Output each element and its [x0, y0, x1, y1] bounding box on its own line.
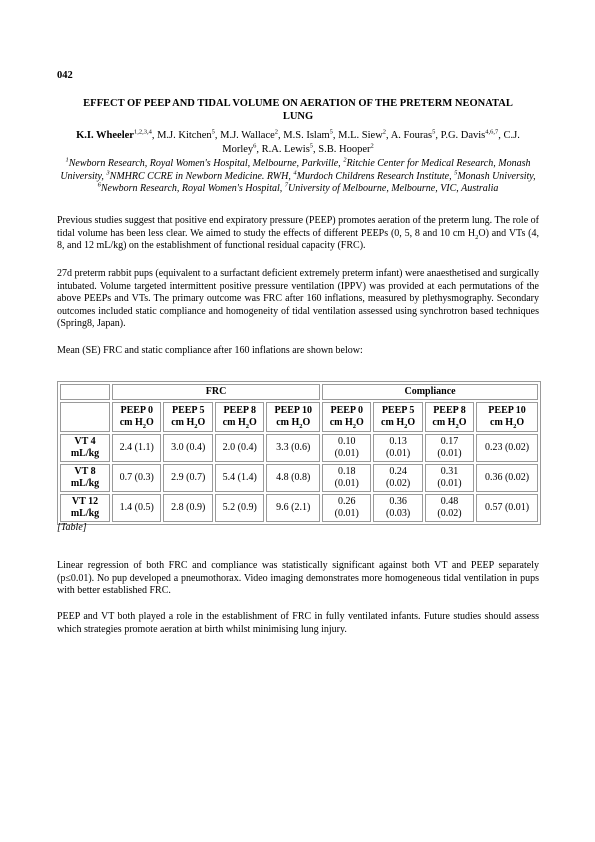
author-sup: 5: [432, 128, 436, 136]
cell-text: (0.01): [334, 478, 359, 489]
cell-text: 0.18: [337, 466, 356, 477]
column-header: [215, 402, 264, 432]
table-cell-frc: 2.0 (0.4): [215, 434, 264, 462]
table-cell-frc: 3.3 (0.6): [266, 434, 320, 462]
table-cell-frc: 5.4 (1.4): [215, 464, 264, 492]
affil-sup: 4: [293, 169, 297, 177]
row-header-unit: mL/kg: [70, 448, 100, 459]
intro-paragraph: [57, 215, 539, 253]
author: , R.A. Lewis: [256, 143, 310, 155]
author: , M.S. Islam: [278, 130, 330, 141]
table-cell-compliance: [373, 494, 422, 522]
column-header-unit-tail: O: [516, 417, 525, 428]
table-row: [60, 464, 538, 492]
table-row: [60, 434, 538, 462]
cell-text: 0.57 (0.01): [484, 502, 530, 513]
affiliation: NMHRC CCRE in Newborn Medicine. RWH,: [109, 170, 294, 182]
cell-text: (0.01): [437, 448, 462, 459]
affil-sup: 5: [454, 169, 458, 177]
table-cell-compliance: [425, 494, 474, 522]
table-cell-compliance: [373, 434, 422, 462]
table-cell-compliance: [322, 464, 371, 492]
column-header-unit: cm H: [490, 417, 514, 428]
results-table: [57, 381, 541, 525]
results-paragraph: Linear regression of both FRC and compliance was statistically significant against both VT and PEEP separately (p≤0.01). No pup developed a pneumothorax. Video imaging demonstrates more homogeneous tidal ventilation in pups with better established FRC.: [57, 560, 539, 596]
row-header-main: VT 4: [74, 436, 96, 447]
table-cell-frc: 4.8 (0.8): [266, 464, 320, 492]
column-header-main: PEEP 8: [433, 405, 466, 416]
author-sup: 6: [253, 142, 257, 149]
cell-text: 0.36 (0.02): [484, 472, 530, 483]
group-header-frc: FRC: [112, 384, 320, 400]
author-first: K.I. Wheeler: [76, 130, 134, 141]
column-header-main: PEEP 5: [171, 405, 205, 416]
cell-text: (0.01): [437, 478, 462, 489]
column-header-unit-tail: O: [458, 417, 467, 428]
row-header: [60, 464, 110, 492]
cell-text: (0.01): [386, 448, 411, 459]
table-intro-paragraph: Mean (SE) FRC and static compliance after 160 inflations are shown below:: [57, 345, 363, 356]
author-sup: 5: [329, 128, 333, 136]
table-cell-compliance: [476, 434, 538, 462]
column-header-main: PEEP 5: [381, 405, 415, 416]
author-list: [57, 129, 539, 156]
author: , M.J. Kitchen: [151, 130, 212, 141]
table-cell-compliance: [476, 494, 538, 522]
column-header-unit-tail: O: [302, 417, 311, 428]
subscript: 2: [404, 423, 408, 430]
title-line-1: EFFECT OF PEEP AND TIDAL VOLUME ON AERATION OF THE PRETERM NEONATAL: [83, 98, 513, 109]
table-cell-frc: 2.8 (0.9): [163, 494, 212, 522]
cell-text: 0.31: [440, 466, 459, 477]
affiliation-list: [57, 158, 539, 196]
affil-sup: 3: [106, 169, 110, 177]
affiliation: Murdoch Childrens Research Institute,: [296, 170, 455, 182]
author-sup: 1,2,3,4: [133, 128, 152, 136]
column-header-unit-tail: O: [248, 417, 257, 428]
table-cell-compliance: [322, 494, 371, 522]
conclusion-paragraph: PEEP and VT both played a role in the establishment of FRC in fully ventilated infants. Future studies should assess which strategies promote aeration at birth whilst minimising lung injury.: [57, 611, 539, 635]
subscript: 2: [352, 423, 356, 430]
column-header-unit-tail: O: [197, 417, 206, 428]
column-header-main: PEEP 10: [488, 405, 526, 416]
table-cell-compliance: [322, 434, 371, 462]
subscript: 2: [455, 423, 459, 430]
affiliation: Newborn Research, Royal Women's Hospital, Melbourne, Parkville,: [68, 158, 344, 169]
cell-text: 0.17: [440, 436, 459, 447]
affiliation: Monash University,: [457, 170, 536, 182]
abstract-number: 042: [57, 70, 73, 81]
cell-text: 0.26: [337, 496, 356, 507]
column-header-unit: cm H: [222, 417, 246, 428]
cell-text: 0.23 (0.02): [484, 442, 530, 453]
author-sup: 2: [370, 142, 374, 149]
author-sup: 4,6,7: [485, 128, 499, 136]
author-sup: 2: [274, 128, 279, 136]
subscript: 2: [194, 423, 198, 430]
row-header-unit: mL/kg: [70, 478, 100, 489]
table-cell-compliance: [373, 464, 422, 492]
subscript: 2: [142, 423, 146, 430]
table-cell-frc: 5.2 (0.9): [215, 494, 264, 522]
group-header-compliance: Compliance: [322, 384, 538, 400]
intro-text: Previous studies suggest that positive end expiratory pressure (PEEP) promotes aeration of the preterm lung. The role of tidal volume has been less clear. We aimed to study the effects of different PEEPs (0, 5, 8 and 10 cm H: [57, 215, 539, 239]
column-header-unit: cm H: [329, 417, 353, 428]
author: , A. Fouras: [386, 130, 433, 141]
subscript: 2: [299, 423, 303, 430]
cell-text: 0.36: [389, 496, 407, 507]
column-header-unit: cm H: [276, 417, 300, 428]
column-header-main: PEEP 10: [274, 405, 312, 416]
table-cell-frc: 9.6 (2.1): [266, 494, 320, 522]
author: , M.J. Wallace: [214, 130, 275, 141]
row-header: [60, 434, 110, 462]
column-header: [112, 402, 161, 432]
cell-text: 0.48: [440, 496, 459, 507]
column-header: [425, 402, 474, 432]
intro-text-tail: O) and VTs (4, 8, and 12 mL/kg) on the establishment of functional residual capacity (FRC).: [57, 227, 539, 251]
column-header-unit-tail: O: [407, 417, 416, 428]
author: , C.J. Morley: [222, 130, 520, 155]
table-caption: [Table]: [57, 522, 87, 533]
affil-sup: 6: [97, 181, 101, 189]
column-header: [163, 402, 212, 432]
cell-text: 0.24: [389, 466, 407, 477]
table-cell-compliance: [425, 464, 474, 492]
column-header-main: PEEP 8: [223, 405, 256, 416]
affiliation: Newborn Research, Royal Women's Hospital,: [100, 183, 285, 194]
affil-sup: 7: [284, 181, 289, 189]
cell-text: (0.03): [386, 508, 411, 519]
row-header-main: VT 12: [71, 496, 99, 507]
row-header-unit: mL/kg: [70, 508, 100, 519]
table-cell-frc: 1.4 (0.5): [112, 494, 161, 522]
table-corner: [60, 384, 110, 400]
cell-text: (0.02): [437, 508, 462, 519]
cell-text: 0.10: [337, 436, 356, 447]
column-header: [476, 402, 538, 432]
author: , M.L. Siew: [332, 130, 383, 141]
table-cell-compliance: [425, 434, 474, 462]
column-header-main: PEEP 0: [120, 405, 153, 416]
column-header-unit: cm H: [119, 417, 143, 428]
table-row: [60, 494, 538, 522]
column-header-unit: cm H: [381, 417, 405, 428]
table-corner-2: [60, 402, 110, 432]
table-cell-compliance: [476, 464, 538, 492]
cell-text: (0.01): [334, 508, 359, 519]
column-header-unit: cm H: [432, 417, 456, 428]
methods-paragraph: 27d preterm rabbit pups (equivalent to a surfactant deficient extremely preterm infant) were anaesthetised and surgically intubated. Volume targeted intermittent positive pressure ventilation (IPPV) was provided at each permutations of the above PEEPs and VTs. The primary outcome was FRC after 160 inflations, measured by plethysmography. Secondary outcomes included static compliance and homogeneity of tidal ventilation assessed using synchrotron based techniques (Spring8, Japan).: [57, 268, 539, 329]
title-line-2: LUNG: [282, 111, 314, 122]
author-sup: 5: [309, 142, 314, 149]
column-header-unit-tail: O: [146, 417, 154, 428]
author: , S.B. Hooper: [313, 143, 371, 155]
column-header-unit: cm H: [171, 417, 195, 428]
author-sup: 2: [382, 128, 387, 136]
cell-text: (0.01): [334, 448, 359, 459]
column-header: [322, 402, 371, 432]
table-cell-frc: 2.4 (1.1): [112, 434, 161, 462]
cell-text: 0.13: [389, 436, 407, 447]
affiliation: University of Melbourne, Melbourne, VIC, Australia: [288, 183, 499, 194]
cell-text: (0.02): [386, 478, 411, 489]
column-header-unit-tail: O: [355, 417, 364, 428]
table-cell-frc: 2.9 (0.7): [163, 464, 212, 492]
subscript: 2: [245, 423, 249, 430]
affiliation: Ritchie Center for Medical Research, Monash University,: [60, 158, 531, 182]
row-header: [60, 494, 110, 522]
subscript: 2: [475, 233, 479, 241]
author-sup: 5: [211, 128, 215, 136]
column-header: [373, 402, 422, 432]
column-header-main: PEEP 0: [330, 405, 363, 416]
subscript: 2: [513, 423, 517, 430]
table-cell-frc: 3.0 (0.4): [163, 434, 212, 462]
affil-sup: 1: [65, 156, 69, 164]
table-cell-frc: 0.7 (0.3): [112, 464, 161, 492]
column-header: [266, 402, 320, 432]
author: , P.G. Davis: [435, 130, 486, 141]
abstract-title: [57, 97, 539, 123]
affil-sup: 2: [343, 156, 347, 164]
row-header-main: VT 8: [74, 466, 96, 477]
